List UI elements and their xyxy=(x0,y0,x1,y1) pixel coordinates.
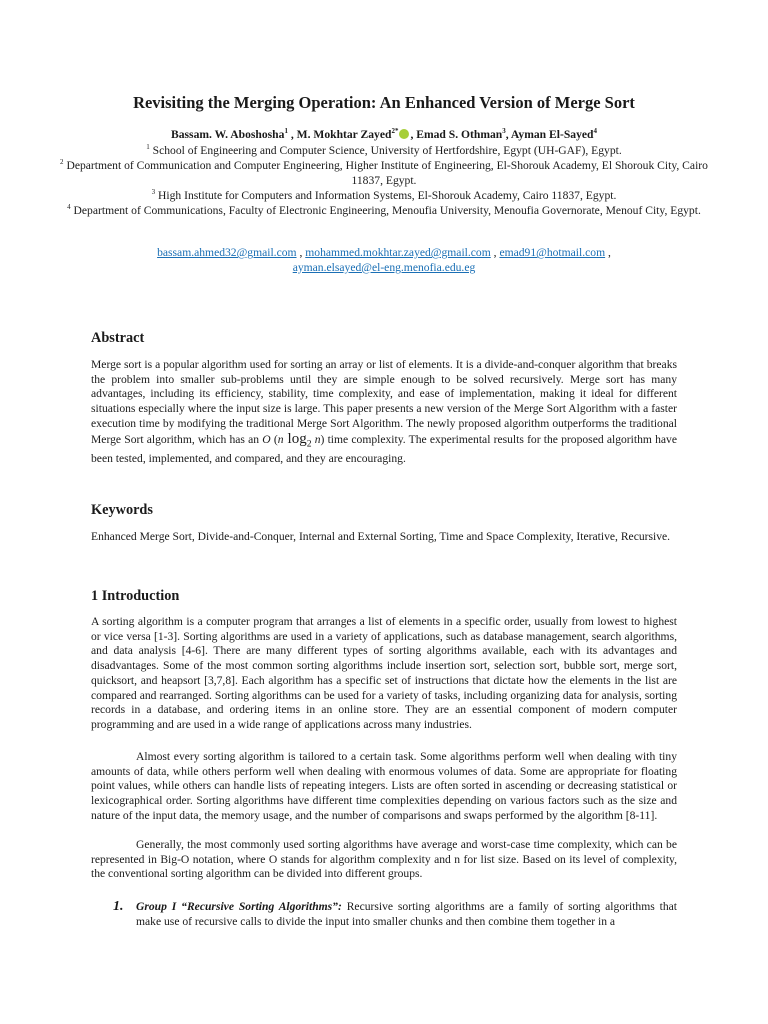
author-name: Bassam. W. Aboshosha xyxy=(171,128,285,141)
paragraph: Almost every sorting algorithm is tailored to a certain task. Some algorithms perform well when dealing with tiny amounts of data, while others perform well when dealing with enormous volumes of data. Some are appropriate for floating point values, while others can handle lists of repeating integers. Lists are often sorted in ascending or decreasing statistical or lexicographical order. Sorting algorithms have different time complexities depending on various factors such as the size and nature of the input data, the memory usage, and the number of comparisons and swaps performed by the algorithm [8-11]. xyxy=(91,750,677,822)
email-link[interactable]: emad91@hotmail.com xyxy=(499,246,606,259)
affiliation: $^2$ Department of Communication and Computer Engineering, Higher Institute of Engineering, El-Shorouk Academy, El Shorouk City, Cairo 11837, Egypt. xyxy=(60,158,708,187)
paper-title: Revisiting the Merging Operation: An Enhanced Version of Merge Sort xyxy=(133,93,635,112)
abstract-text: Merge sort is a popular algorithm used for sorting an array or list of elements. It is a divide-and-conquer algorithm that breaks the problem into smaller sub-problems until they are simple enough to be solved recursively. Merge sort has many advantages, including its efficiency, stability, time complexity, and ease of implementation, making it ideal for different situations especially where the input size is large. This paper presents a new version of the Merge Sort Algorithm with a faster execution time by modifying the traditional Merge Sort Algorithm. The newly proposed algorithm outperforms the traditional Merge Sort algorithm, which has an O (n $\log_2 n$) time complexity. The experimental results for the proposed algorithm have been tested, implemented, and compared, and they are encouraging. xyxy=(91,358,677,465)
affiliation: $^1$ School of Engineering and Computer Science, University of Hertfordshire, Egypt (UH-GAF), Egypt. xyxy=(146,143,622,157)
list-item-heading: Group I “Recursive Sorting Algorithms”: xyxy=(136,900,342,913)
section-heading-introduction: 1 Introduction xyxy=(91,588,180,604)
author-list: Bassam. W. Aboshosha$^1$ , M. Mokhtar Zayed$^{2*}$ , Emad S. Othman$^3$, Ayman El-Sayed$^4$ xyxy=(171,127,597,141)
list-item: 1. Group I “Recursive Sorting Algorithms”: Recursive sorting algorithms are a family of sorting algorithms that make use of recursive calls to divide the input into smaller chunks and then combine them together in a xyxy=(113,899,677,928)
affiliation: $^3$ High Institute for Computers and Information Systems, El-Shorouk Academy, Cairo 11837, Egypt. xyxy=(151,188,617,202)
email-list: bassam.ahmed32@gmail.com , mohammed.mokhtar.zayed@gmail.com , emad91@hotmail.com , ayman.elsayed@el-eng.menofia.edu.eg xyxy=(157,246,611,274)
orcid-icon[interactable] xyxy=(399,129,409,139)
affiliation: $^4$ Department of Communications, Faculty of Electronic Engineering, Menoufia University, Menoufia Governorate, Menouf City, Egypt. xyxy=(67,203,701,217)
keywords-heading: Keywords xyxy=(91,502,153,518)
list-number: 1. xyxy=(113,899,124,914)
paragraph: A sorting algorithm is a computer program that arranges a list of elements in a specific order, usually from lowest to highest or vice versa [1-3]. Sorting algorithms are used in a variety of applications, such as database management, search algorithms, and data analysis [4-6]. There are many different types of sorting algorithms available, each with its advantages and disadvantages. Some of the most common sorting algorithms include insertion sort, selection sort, bubble sort, merge sort, quicksort, and heapsort [3,7,8]. Each algorithm has a specific set of instructions that dictate how the elements in the list are compared and rearranged. Sorting algorithms can be used for a variety of tasks, including organizing data for analysis, sorting records in a database, and ordering items in an online store. They are an essential component of modern computer programming and are used in a wide range of applications across many industries. xyxy=(91,615,677,731)
author-name: Ayman El-Sayed xyxy=(510,128,594,141)
email-link[interactable]: mohammed.mokhtar.zayed@gmail.com xyxy=(305,246,491,259)
email-link[interactable]: bassam.ahmed32@gmail.com xyxy=(157,246,297,259)
abstract-heading: Abstract xyxy=(91,330,145,346)
keywords-text: Enhanced Merge Sort, Divide-and-Conquer, Internal and External Sorting, Time and Space Complexity, Iterative, Recursive. xyxy=(91,530,671,543)
paragraph: Generally, the most commonly used sorting algorithms have average and worst-case time complexity, which can be represented in Big-O notation, where O stands for algorithm complexity and n for list size. Based on its level of complexity, the conventional sorting algorithm can be divided into different groups. xyxy=(91,838,677,881)
author-name: Emad S. Othman xyxy=(416,128,503,141)
email-link[interactable]: ayman.elsayed@el-eng.menofia.edu.eg xyxy=(292,260,476,274)
author-name: M. Mokhtar Zayed xyxy=(296,128,392,141)
